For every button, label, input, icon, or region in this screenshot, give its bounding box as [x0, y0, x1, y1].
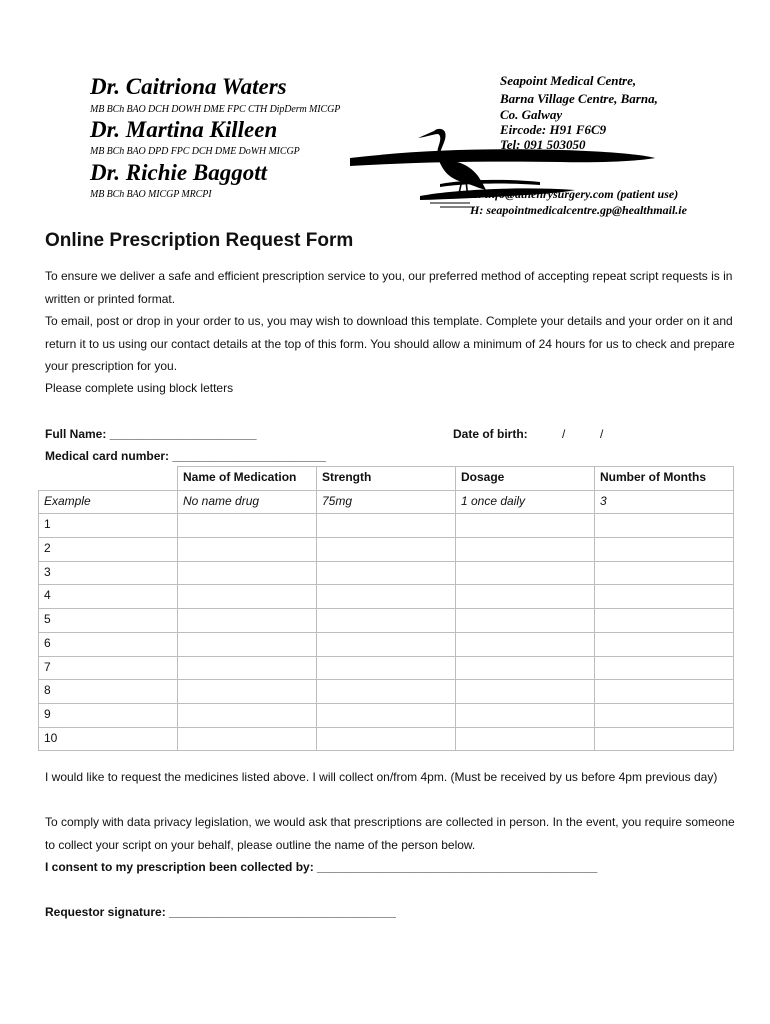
privacy-paragraph: To comply with data privacy legislation, we would ask that prescriptions are collected in person. In the event, you require someone to collect your script on your behalf, please outline the name of the person below.	[45, 815, 735, 852]
dob-separator-2: /	[600, 427, 604, 441]
dosage-cell[interactable]	[456, 514, 595, 538]
table-header-cell	[39, 467, 178, 491]
months-cell[interactable]	[595, 656, 734, 680]
row-number: 6	[39, 632, 178, 656]
medication-cell[interactable]	[178, 609, 317, 633]
row-number: 4	[39, 585, 178, 609]
doctor-qualifications-2: MB BCh BAO DPD FPC DCH DME DoWH MICGP	[90, 146, 300, 157]
medication-table	[38, 466, 734, 751]
strength-cell[interactable]	[317, 656, 456, 680]
table-row	[39, 632, 734, 656]
intro-paragraph-2: To email, post or drop in your order to us, you may wish to download this template. Complete your details and your order on it and return it to us using our contact details at the top of this form. You should allow a minimum of 24 hours for us to check and prepare your prescription for you.	[45, 314, 735, 373]
dosage-cell[interactable]	[456, 727, 595, 751]
dosage-cell[interactable]	[456, 585, 595, 609]
table-row	[39, 703, 734, 727]
date-of-birth-label: Date of birth:	[453, 427, 528, 441]
page-title: Online Prescription Request Form	[45, 230, 354, 251]
table-row	[39, 680, 734, 704]
email-contact: E: info@athenrysurgery.com (patient use)	[470, 187, 679, 201]
table-cell: 3	[595, 490, 734, 514]
months-cell[interactable]	[595, 609, 734, 633]
table-row	[39, 727, 734, 751]
row-number: 8	[39, 680, 178, 704]
months-cell[interactable]	[595, 514, 734, 538]
table-row	[39, 585, 734, 609]
address-line-3: Co. Galway	[500, 107, 563, 122]
doctor-name-2: Dr. Martina Killeen	[90, 117, 278, 142]
strength-cell[interactable]	[317, 514, 456, 538]
months-cell[interactable]	[595, 561, 734, 585]
requestor-signature-field[interactable]: Requestor signature: __________________________________	[45, 905, 396, 919]
row-number: 7	[39, 656, 178, 680]
months-cell[interactable]	[595, 680, 734, 704]
table-example-row	[39, 490, 734, 514]
strength-cell[interactable]	[317, 727, 456, 751]
medication-cell[interactable]	[178, 703, 317, 727]
collection-paragraph: I would like to request the medicines listed above. I will collect on/from 4pm. (Must be received by us before 4pm previous day)	[45, 770, 718, 784]
dosage-cell[interactable]	[456, 609, 595, 633]
medication-cell[interactable]	[178, 656, 317, 680]
intro-paragraph-3: Please complete using block letters	[45, 381, 234, 395]
doctor-qualifications-3: MB BCh BAO MICGP MRCPI	[90, 189, 212, 200]
table-cell: 1 once daily	[456, 490, 595, 514]
medication-cell[interactable]	[178, 680, 317, 704]
eircode: Eircode: H91 F6C9	[500, 122, 607, 137]
address-line-1: Seapoint Medical Centre,	[500, 73, 637, 88]
strength-cell[interactable]	[317, 609, 456, 633]
medication-cell[interactable]	[178, 727, 317, 751]
strength-cell[interactable]	[317, 585, 456, 609]
dosage-cell[interactable]	[456, 538, 595, 562]
doctor-name-1: Dr. Caitriona Waters	[90, 74, 287, 99]
table-header-row	[39, 467, 734, 491]
strength-cell[interactable]	[317, 561, 456, 585]
months-cell[interactable]	[595, 538, 734, 562]
water-reflection-lines	[430, 203, 475, 207]
strength-cell[interactable]	[317, 680, 456, 704]
row-number: 3	[39, 561, 178, 585]
consent-collector-field[interactable]: I consent to my prescription been collected by: __________________________________________	[45, 860, 598, 874]
address-line-2: Barna Village Centre, Barna,	[500, 91, 658, 106]
dosage-cell[interactable]	[456, 703, 595, 727]
dosage-cell[interactable]	[456, 632, 595, 656]
row-number: 9	[39, 703, 178, 727]
strength-cell[interactable]	[317, 632, 456, 656]
table-cell: 75mg	[317, 490, 456, 514]
months-cell[interactable]	[595, 727, 734, 751]
table-row	[39, 514, 734, 538]
months-cell[interactable]	[595, 632, 734, 656]
medication-cell[interactable]	[178, 538, 317, 562]
row-number: 1	[39, 514, 178, 538]
medical-card-field[interactable]: Medical card number: _______________________	[45, 449, 326, 463]
doctor-qualifications-1: MB BCh BAO DCH DOWH DME FPC CTH DipDerm MICGP	[90, 104, 341, 115]
dosage-cell[interactable]	[456, 680, 595, 704]
table-row	[39, 656, 734, 680]
dob-separator-1: /	[562, 427, 566, 441]
table-header-cell: Dosage	[456, 467, 595, 491]
row-number: 5	[39, 609, 178, 633]
table-cell: No name drug	[178, 490, 317, 514]
medication-cell[interactable]	[178, 514, 317, 538]
dosage-cell[interactable]	[456, 561, 595, 585]
full-name-field[interactable]: Full Name: ______________________	[45, 427, 257, 441]
table-header-cell: Number of Months	[595, 467, 734, 491]
telephone: Tel: 091 503050	[500, 137, 586, 152]
strength-cell[interactable]	[317, 538, 456, 562]
months-cell[interactable]	[595, 703, 734, 727]
table-cell: Example	[39, 490, 178, 514]
row-number: 2	[39, 538, 178, 562]
medication-cell[interactable]	[178, 561, 317, 585]
table-header-cell: Name of Medication	[178, 467, 317, 491]
table-row	[39, 561, 734, 585]
doctor-name-3: Dr. Richie Baggott	[90, 160, 267, 185]
table-row	[39, 538, 734, 562]
table-row	[39, 609, 734, 633]
dosage-cell[interactable]	[456, 656, 595, 680]
medication-cell[interactable]	[178, 632, 317, 656]
months-cell[interactable]	[595, 585, 734, 609]
healthmail-contact: H: seapointmedicalcentre.gp@healthmail.ie	[470, 203, 687, 217]
strength-cell[interactable]	[317, 703, 456, 727]
intro-paragraph-1: To ensure we deliver a safe and efficient prescription service to you, our preferred method of accepting repeat script requests is in written or printed format.	[45, 269, 733, 306]
row-number: 10	[39, 727, 178, 751]
table-header-cell: Strength	[317, 467, 456, 491]
medication-cell[interactable]	[178, 585, 317, 609]
